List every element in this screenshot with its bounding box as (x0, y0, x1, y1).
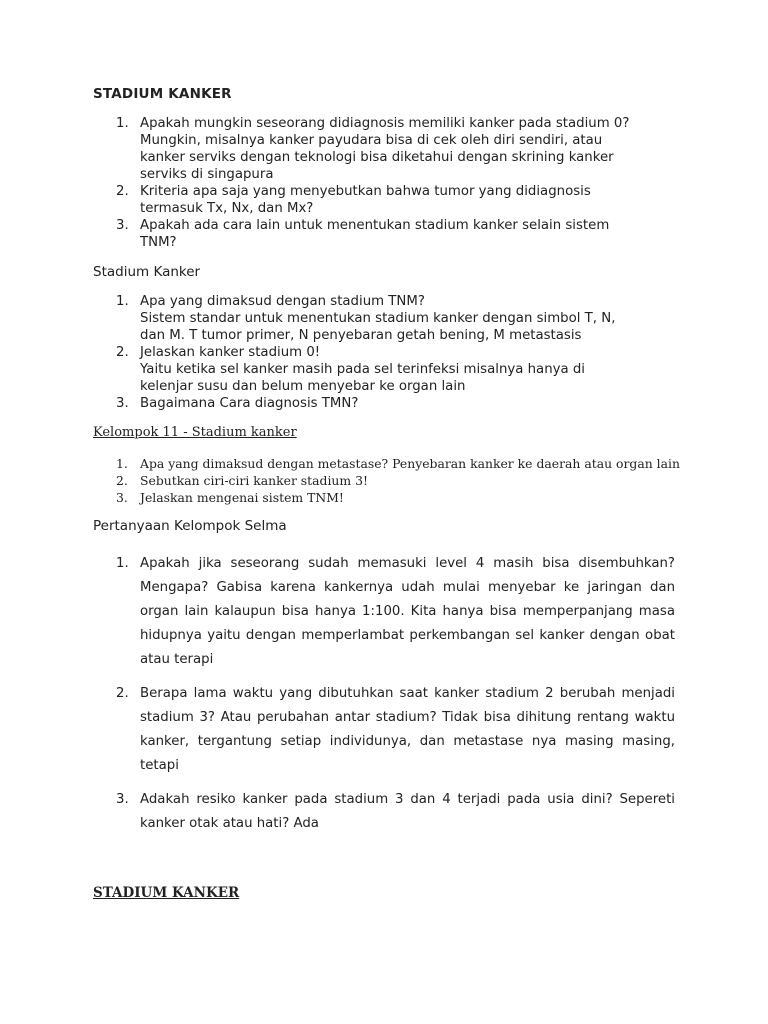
list-text: Mungkin, misalnya kanker payudara bisa di cek oleh diri sendiri, atau (140, 133, 603, 148)
list-item (0, 472, 680, 489)
section3-list (0, 455, 680, 506)
list-text: Bagaimana Cara diagnosis TMN? (140, 396, 359, 411)
list-number: 2. (116, 686, 129, 701)
list-item (0, 293, 680, 344)
list-text: Apa yang dimaksud dengan stadium TNM? (140, 294, 425, 309)
list-text: Berapa lama waktu yang dibutuhkan saat kanker stadium 2 berubah menjadi stadium 3? Atau perubahan antar stadium? Tidak bisa dihitung rentang waktu kanker, tergantung setiap individunya, dan metastase nya masing masing, tetapi (140, 686, 675, 773)
list-item (0, 217, 680, 251)
list-number: 3. (116, 218, 129, 233)
list-text: serviks di singapura (140, 167, 274, 182)
list-text: dan M. T tumor primer, N penyebaran getah bening, M metastasis (140, 328, 582, 343)
list-item (0, 183, 680, 217)
list-number: 1. (116, 294, 129, 309)
section4-title: Pertanyaan Kelompok Selma (93, 518, 287, 534)
list-text: Apakah jika seseorang sudah memasuki level 4 masih bisa disembuhkan? Mengapa? Gabisa karena kankernya udah mulai menyebar ke jaringan dan organ lain kalaupun bisa hanya 1:100. Kita hanya bisa memperpanjang masa hidupnya yaitu dengan memperlambat perkembangan sel kanker dengan obat atau terapi (140, 556, 675, 667)
list-item (0, 115, 680, 183)
list-item (0, 455, 680, 472)
list-text: Sebutkan ciri-ciri kanker stadium 3! (140, 473, 368, 488)
list-item (0, 489, 680, 506)
list-number: 2. (116, 184, 129, 199)
list-number: 1. (116, 116, 129, 131)
list-text: Jelaskan kanker stadium 0! (140, 345, 321, 360)
list-item (0, 344, 680, 395)
section5-title: STADIUM KANKER (93, 885, 240, 901)
list-number: 3. (116, 396, 129, 411)
list-number: 2. (116, 345, 129, 360)
list-text: Adakah resiko kanker pada stadium 3 dan 4 terjadi pada usia dini? Sepereti kanker otak atau hati? Ada (140, 792, 675, 831)
section2-title: Stadium Kanker (93, 264, 201, 280)
section2-list (0, 293, 680, 412)
list-text: termasuk Tx, Nx, dan Mx? (140, 201, 314, 216)
list-text: Apakah ada cara lain untuk menentukan stadium kanker selain sistem (140, 218, 610, 233)
list-text: Kriteria apa saja yang menyebutkan bahwa tumor yang didiagnosis (140, 184, 591, 199)
list-number: 1. (116, 556, 129, 571)
list-text: Sistem standar untuk menentukan stadium kanker dengan simbol T, N, (140, 311, 616, 326)
list-text: kelenjar susu dan belum menyebar ke organ lain (140, 379, 466, 394)
list-text: Apa yang dimaksud dengan metastase? Penyebaran kanker ke daerah atau organ lain (140, 456, 680, 471)
list-number: 3. (116, 490, 128, 505)
list-text: Yaitu ketika sel kanker masih pada sel terinfeksi misalnya hanya di (140, 362, 586, 377)
list-item (0, 552, 675, 672)
section1-title: STADIUM KANKER (93, 86, 232, 102)
list-item (0, 788, 675, 836)
list-text: kanker serviks dengan teknologi bisa diketahui dengan skrining kanker (140, 150, 614, 165)
section3-title: Kelompok 11 - Stadium kanker (93, 425, 297, 440)
list-number: 1. (116, 456, 128, 471)
list-number: 3. (116, 792, 129, 807)
list-item (0, 682, 675, 778)
list-text: Jelaskan mengenai sistem TNM! (140, 490, 344, 505)
list-item (0, 395, 680, 412)
section1-list (0, 115, 680, 251)
list-number: 2. (116, 473, 128, 488)
list-text: Apakah mungkin seseorang didiagnosis memiliki kanker pada stadium 0? (140, 116, 630, 131)
list-text: TNM? (140, 235, 177, 250)
section4-list (0, 552, 680, 846)
